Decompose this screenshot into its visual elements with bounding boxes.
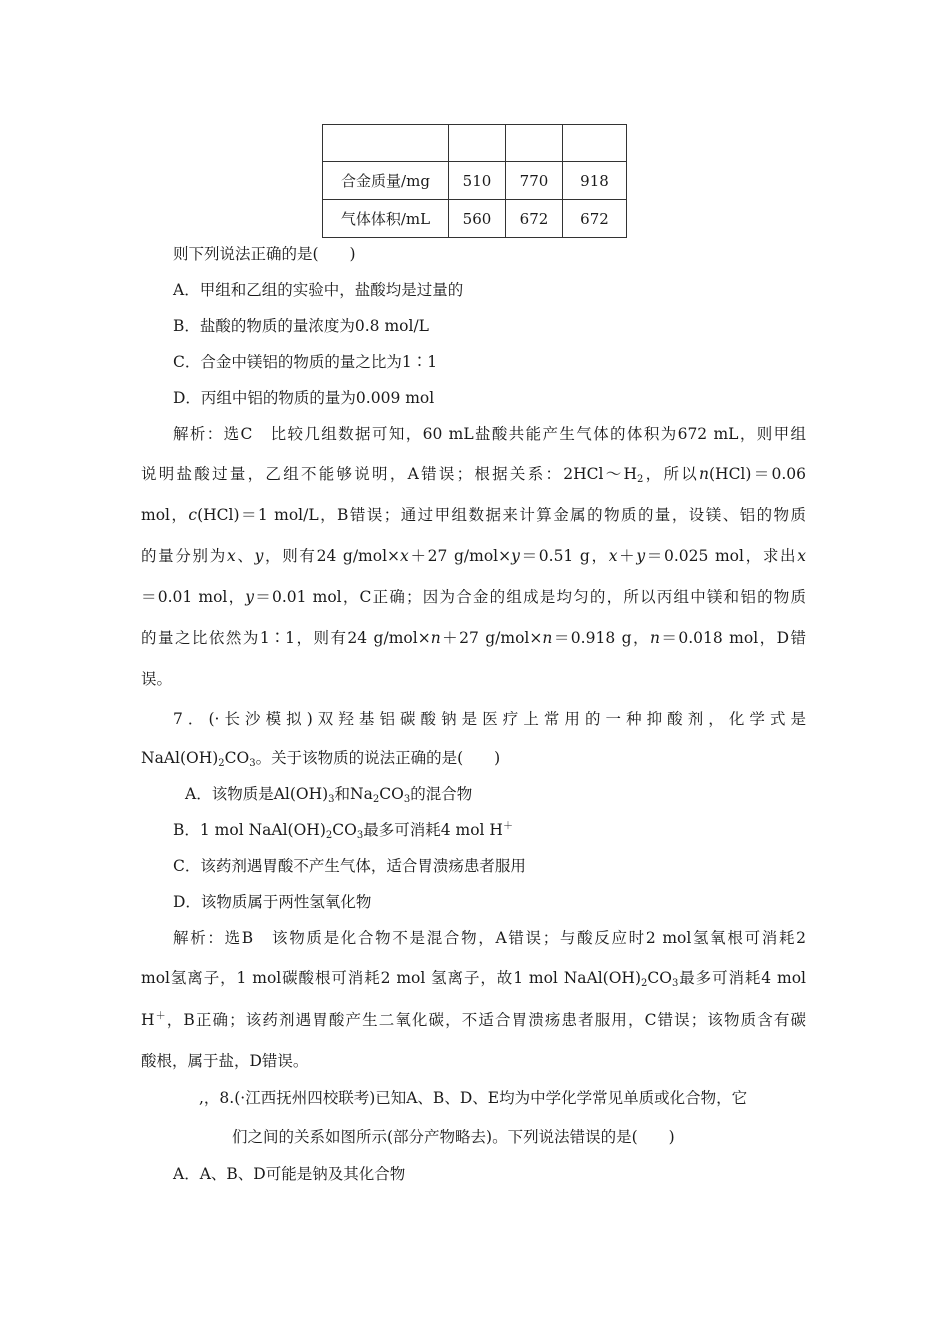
table-cell: 510: [449, 162, 506, 200]
q6-option-c: C．合金中镁铝的物质的量之比为1∶1: [173, 353, 438, 371]
table-header-cell: [323, 125, 449, 162]
table-cell: 770: [506, 162, 563, 200]
q7-analysis-line: H＋，B正确；该药剂遇胃酸产生二氧化碳，不适合胃溃疡患者服用，C错误；该物质含有碳: [141, 1011, 807, 1029]
q7-analysis-line: mol氢离子，1 mol碳酸根可消耗2 mol 氢离子，故1 mol $NaAl(OH)_2CO_3$最多可消耗4 mol: [141, 969, 806, 989]
q6-option-a: A．甲组和乙组的实验中，盐酸均是过量的: [173, 281, 464, 299]
q6-analysis-line: 的量分别为x、y，则有24 g/mol×x＋27 g/mol×y＝0.51 g，x＋y＝0.025 mol，求出x: [141, 547, 806, 565]
table-cell: 672: [563, 200, 627, 238]
table-row: [323, 162, 627, 200]
table-header-row: [323, 125, 627, 162]
table-header-cell: [506, 125, 563, 162]
q8-stem: 们之间的关系如图所示(部分产物略去)。下列说法错误的是( ): [232, 1128, 675, 1146]
table-cell: 672: [506, 200, 563, 238]
table-header-cell: [563, 125, 627, 162]
q7-analysis-line: 解析：选B 该物质是化合物不是混合物，A错误；与酸反应时2 mol氢氧根可消耗2: [173, 929, 806, 947]
q8-stem: ,，8.(·江西抚州四校联考)已知A、B、D、E均为中学化学常见单质或化合物，它: [199, 1089, 748, 1107]
q6-analysis-line: mol，c(HCl)＝1 mol/L，B错误；通过甲组数据来计算金属的物质的量，设镁、铝的物质: [141, 506, 806, 524]
q7-stem: 7．(·长沙模拟)双羟基铝碳酸钠是医疗上常用的一种抑酸剂，化学式是: [173, 710, 806, 728]
q7-option-d: D．该物质属于两性氢氧化物: [173, 893, 372, 911]
table-cell: 560: [449, 200, 506, 238]
q6-analysis-line: 解析：选C 比较几组数据可知，60 mL盐酸共能产生气体的体积为672 mL，则甲组: [173, 425, 806, 443]
table-cell-label: 气体体积/mL: [323, 200, 449, 238]
table-header-cell: [449, 125, 506, 162]
q7-stem-formula: $NaAl(OH)_2CO_3$。关于该物质的说法正确的是( ): [141, 749, 501, 769]
q7-analysis-line: 酸根，属于盐，D错误。: [141, 1052, 309, 1070]
table-cell-label: 合金质量/mg: [323, 162, 449, 200]
q6-analysis-line: 说明盐酸过量，乙组不能够说明，A错误；根据关系：$2HCl\sim H_2$，所以n(HCl)＝0.06: [141, 465, 806, 485]
q6-analysis-line: 的量之比依然为1∶1，则有24 g/mol×n＋27 g/mol×n＝0.918 g，n＝0.018 mol，D错: [141, 629, 806, 647]
q7-option-c: C．该药剂遇胃酸不产生气体，适合胃溃疡患者服用: [173, 857, 526, 875]
q6-analysis-line: 误。: [141, 670, 173, 688]
q6-stem: 则下列说法正确的是( ): [173, 245, 356, 263]
data-table: [322, 124, 627, 238]
table-row: [323, 200, 627, 238]
q6-option-b: B．盐酸的物质的量浓度为0.8 mol/L: [173, 317, 429, 335]
q7-option-b: B．1 mol $NaAl(OH)_2CO_3$最多可消耗4 mol H＋: [173, 821, 513, 841]
q8-option-a: A．A、B、D可能是钠及其化合物: [173, 1165, 406, 1183]
q6-analysis-line: ＝0.01 mol，y＝0.01 mol，C正确；因为合金的组成是均匀的，所以丙组中镁和铝的物质: [141, 588, 806, 606]
q6-option-d: D．丙组中铝的物质的量为0.009 mol: [173, 389, 435, 407]
q7-option-a: A．该物质是$Al(OH)_3$和$Na_2CO_3$的混合物: [185, 785, 473, 805]
table-cell: 918: [563, 162, 627, 200]
